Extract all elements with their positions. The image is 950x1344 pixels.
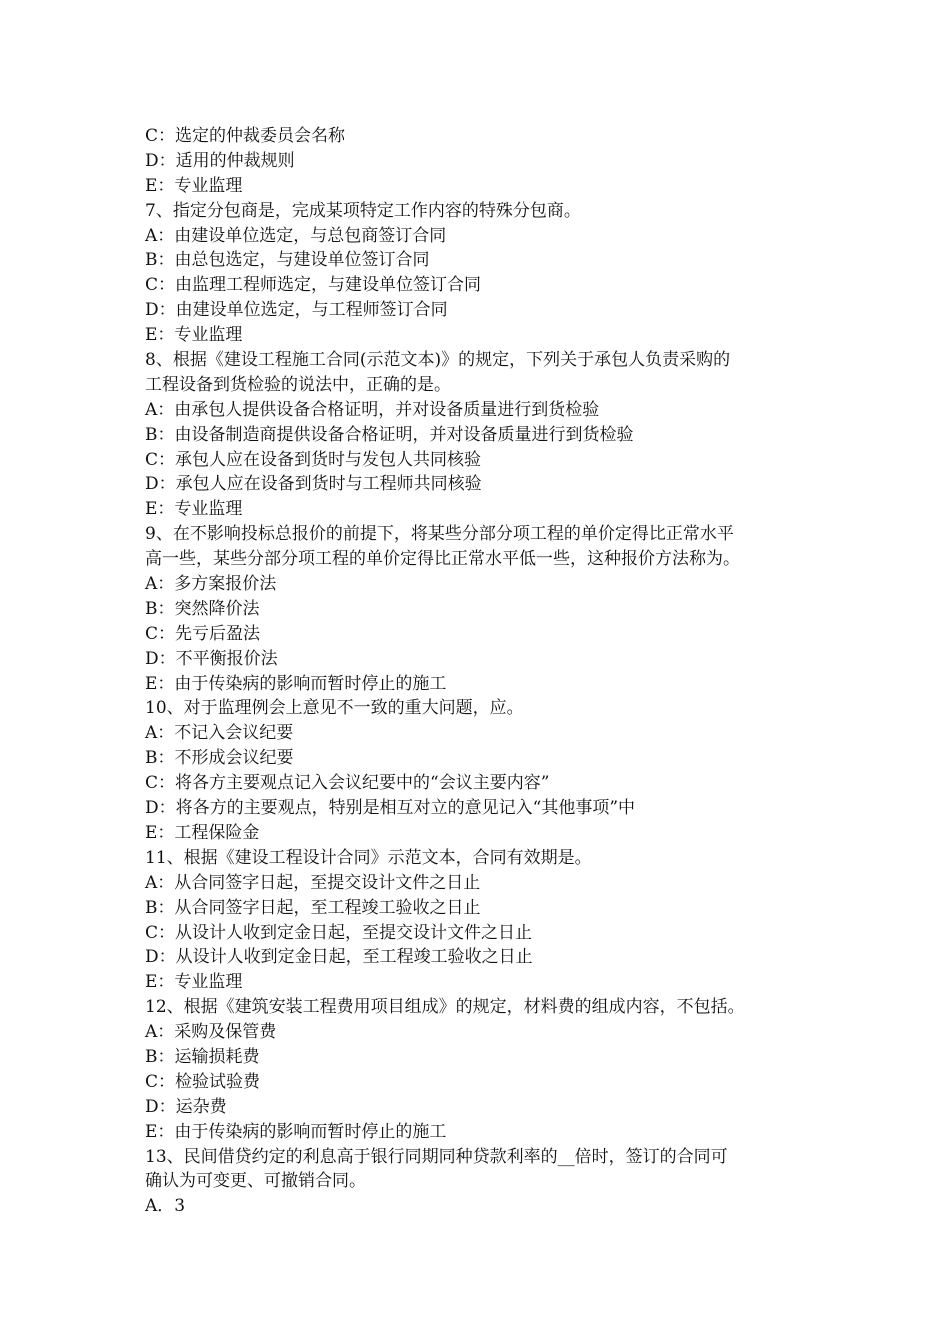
text-line: E：由于传染病的影响而暂时停止的施工: [145, 673, 447, 694]
text-line: E：专业监理: [145, 325, 243, 346]
text-line: C：由监理工程师选定，与建设单位签订合同: [145, 275, 482, 296]
text-line: C：检验试验费: [145, 1071, 261, 1092]
text-line: C：先亏后盈法: [145, 623, 261, 644]
text-line: B：由设备制造商提供设备合格证明，并对设备质量进行到货检验: [145, 424, 634, 445]
text-line: C：将各方主要观点记入会议纪要中的“会议主要内容”: [145, 773, 550, 794]
text-line: D：适用的仲裁规则: [145, 150, 295, 171]
text-line: C：从设计人收到定金日起，至提交设计文件之日止: [145, 922, 533, 943]
text-line: D：不平衡报价法: [145, 648, 278, 669]
question-7: 7、指定分包商是，完成某项特定工作内容的特殊分包商。: [145, 200, 581, 221]
text-line: A：采购及保管费: [145, 1022, 277, 1043]
text-line: 工程设备到货检验的说法中，正确的是。: [145, 374, 451, 395]
text-line: B：不形成会议纪要: [145, 748, 294, 769]
text-line: D：将各方的主要观点，特别是相互对立的意见记入“其他事项”中: [145, 798, 636, 819]
text-line: A：多方案报价法: [145, 574, 277, 595]
text-line: C：选定的仲裁委员会名称: [145, 126, 346, 146]
text-line: E：由于传染病的影响而暂时停止的施工: [145, 1121, 447, 1142]
question-13: 13、民间借贷约定的利息高于银行同期同种贷款利率的__倍时，签订的合同可: [145, 1146, 728, 1167]
text-line: B：运输损耗费: [145, 1046, 260, 1067]
question-11: 11、根据《建设工程设计合同》示范文本，合同有效期是。: [145, 847, 592, 868]
text-line: A：从合同签字日起，至提交设计文件之日止: [145, 872, 481, 893]
text-line: B：由总包选定，与建设单位签订合同: [145, 250, 430, 271]
text-line: A：由建设单位选定，与总包商签订合同: [145, 225, 447, 246]
text-line: 确认为可变更、可撤销合同。: [145, 1171, 366, 1192]
text-line: A：不记入会议纪要: [145, 723, 294, 744]
text-line: E：专业监理: [145, 175, 243, 196]
question-12: 12、根据《建筑安装工程费用项目组成》的规定，材料费的组成内容，不包括。: [145, 997, 745, 1018]
question-9: 9、在不影响投标总报价的前提下，将某些分部分项工程的单价定得比正常水平: [145, 524, 734, 545]
text-line: E：专业监理: [145, 499, 243, 520]
text-line: D：从设计人收到定金日起，至工程竣工验收之日止: [145, 947, 533, 968]
text-line: D：承包人应在设备到货时与工程师共同核验: [145, 474, 482, 495]
text-line: E：专业监理: [145, 972, 243, 993]
text-line: A：由承包人提供设备合格证明，并对设备质量进行到货检验: [145, 399, 600, 420]
text-line: B：从合同签字日起，至工程竣工验收之日止: [145, 897, 481, 918]
text-line: D：运杂费: [145, 1096, 227, 1117]
document-body: [145, 124, 815, 1219]
question-8: 8、根据《建设工程施工合同(示范文本)》的规定，下列关于承包人负责采购的: [145, 350, 731, 371]
text-line: 高一些，某些分部分项工程的单价定得比正常水平低一些，这种报价方法称为。: [145, 549, 740, 570]
text-line: A．3: [145, 1196, 186, 1217]
question-10: 10、对于监理例会上意见不一致的重大问题，应。: [145, 698, 524, 719]
text-line: B：突然降价法: [145, 598, 260, 619]
text-line: E：工程保险金: [145, 822, 260, 843]
text-line: C：承包人应在设备到货时与发包人共同核验: [145, 449, 482, 470]
text-line: D：由建设单位选定，与工程师签订合同: [145, 300, 448, 321]
